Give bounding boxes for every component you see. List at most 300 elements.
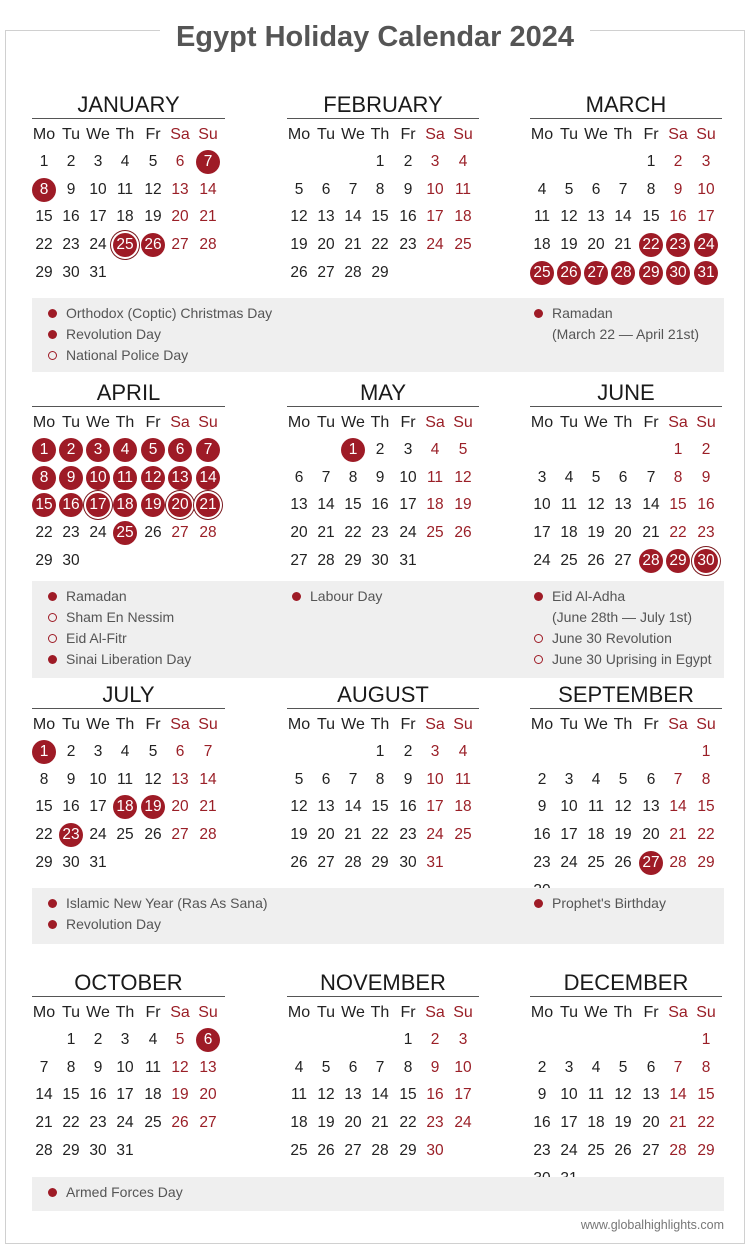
calendar-day: 17 [89,798,107,816]
calendar-day: 13 [587,208,605,226]
weekday-label: Mo [287,1004,311,1021]
month-may [287,380,479,569]
legend-text: Labour Day [310,588,383,604]
calendar-day: 7 [321,468,331,486]
calendar-day: 2 [93,1031,103,1048]
calendar-day: 25 [426,524,444,542]
legend-text: (June 28th — July 1st) [552,609,693,625]
open-circle-icon [48,634,57,643]
calendar-day: 6 [321,180,331,198]
month-name: DECEMBER [563,970,689,995]
calendar-day: 26 [290,263,308,281]
calendar-day: 2 [66,153,76,170]
calendar-day: 5 [618,1058,628,1076]
weekday-label: Su [453,126,473,143]
weekday-label: We [86,414,110,431]
month-february [287,92,479,281]
weekday-label: Sa [425,716,445,733]
holiday-day: 11 [113,466,137,490]
calendar-day: 20 [199,1086,217,1104]
calendar-day: 11 [116,770,134,788]
open-circle-icon [534,634,543,643]
weekday-label: Th [115,716,135,733]
weekday-label: Tu [559,414,579,431]
open-circle-icon [48,613,57,622]
month-july [32,682,225,871]
calendar-day: 31 [89,853,107,871]
calendar-day: 5 [618,770,628,788]
calendar-day: 25 [587,1141,605,1159]
calendar-day: 26 [587,551,605,569]
calendar-day: 4 [148,1031,158,1048]
calendar-day: 22 [371,826,389,844]
calendar-day: 9 [701,468,711,486]
calendar-day: 10 [697,180,715,198]
legend-item [290,586,382,607]
calendar-day: 8 [348,468,358,486]
weekday-label: Mo [287,414,311,431]
solid-dot-icon [48,330,57,339]
calendar-day: 5 [294,770,304,788]
calendar-day: 18 [533,236,551,254]
calendar-day: 20 [642,826,660,844]
calendar-day: 5 [564,180,574,198]
calendar-day: 24 [116,1114,134,1132]
calendar-day: 10 [89,180,107,198]
calendar-day: 12 [614,798,632,816]
weekday-label: Sa [425,414,445,431]
calendar-day: 3 [430,153,440,170]
legend-text: Ramadan [552,305,613,321]
holiday-day: 10 [86,466,110,490]
calendar-day: 16 [399,798,417,816]
calendar-day: 21 [642,524,660,542]
calendar-day: 23 [533,1141,551,1159]
calendar-day: 6 [294,468,304,486]
calendar-day: 8 [66,1058,76,1076]
website-credit: www.globalhighlights.com [580,1218,724,1232]
calendar-day: 15 [35,798,53,816]
calendar-day: 21 [344,236,362,254]
weekday-label: Sa [668,126,688,143]
holiday-day: 29 [666,549,690,573]
calendar-day: 15 [35,208,53,226]
calendar-day: 31 [116,1141,134,1159]
holiday-day: 8 [32,466,56,490]
month-name: AUGUST [337,682,429,707]
legend-column [46,893,268,935]
calendar-day: 28 [371,1141,389,1159]
calendar-day: 20 [317,236,335,254]
legend-item [532,303,699,324]
weekday-label: Sa [170,126,190,143]
month-january [32,92,225,281]
holiday-day: 7 [196,438,220,462]
calendar-day: 10 [560,1086,578,1104]
calendar-day: 12 [171,1058,189,1076]
calendar-day: 15 [669,496,687,514]
legend-text: Revolution Day [66,916,161,932]
calendar-day: 24 [89,236,107,254]
calendar-day: 6 [591,180,601,198]
weekday-label: Tu [559,126,579,143]
calendar-day: 12 [144,770,162,788]
calendar-day: 27 [171,236,189,254]
weekday-label: Su [453,1004,473,1021]
calendar-day: 18 [426,496,444,514]
calendar-day: 17 [560,1114,578,1132]
holiday-day: 13 [168,466,192,490]
calendar-day: 8 [673,468,683,486]
weekday-label: Su [198,1004,218,1021]
weekday-label: Tu [61,126,81,143]
calendar-day: 2 [403,153,413,170]
holiday-day: 23 [666,233,690,257]
calendar-day: 30 [371,551,389,569]
calendar-day: 5 [321,1058,331,1076]
calendar-day: 13 [642,1086,660,1104]
calendar-day: 26 [614,1141,632,1159]
holiday-day: 2 [59,438,83,462]
calendar-day: 27 [290,551,308,569]
calendar-day: 29 [399,1141,417,1159]
calendar-day: 6 [175,743,185,760]
calendar-day: 29 [35,853,53,871]
calendar-day: 14 [199,770,217,788]
weekday-label: Mo [530,126,554,143]
calendar-day: 7 [348,770,358,788]
calendar-day: 9 [537,1086,547,1104]
month-rule [530,118,722,119]
calendar-day: 7 [618,180,628,198]
calendar-day: 14 [344,208,362,226]
weekday-label: Su [198,126,218,143]
legend-column [532,586,712,670]
calendar-day: 12 [587,496,605,514]
calendar-day: 21 [614,236,632,254]
weekday-label: Su [198,414,218,431]
weekday-label: We [341,126,365,143]
calendar-day: 30 [62,551,80,569]
calendar-day: 10 [399,468,417,486]
holiday-day: 14 [196,466,220,490]
legend-item [46,649,191,670]
holiday-day: 15 [32,493,56,517]
weekday-label: Su [696,1004,716,1021]
calendar-day: 17 [533,524,551,542]
calendar-day: 19 [144,208,162,226]
calendar-day: 25 [144,1114,162,1132]
calendar-day: 22 [399,1114,417,1132]
calendar-day: 18 [144,1086,162,1104]
calendar-day: 26 [454,524,472,542]
month-name: JULY [102,682,155,707]
calendar-day: 17 [697,208,715,226]
calendar-day: 24 [560,853,578,871]
legend-item [46,586,191,607]
weekday-label: Fr [400,126,416,143]
calendar-day: 26 [290,853,308,871]
calendar-day: 15 [371,208,389,226]
calendar-day: 25 [560,551,578,569]
calendar-day: 15 [344,496,362,514]
calendar-day: 16 [426,1086,444,1104]
legend-item [532,893,666,914]
weekday-label: Mo [32,126,56,143]
legend-item [532,607,712,628]
holiday-day: 26 [141,233,165,257]
calendar-day: 19 [290,826,308,844]
calendar-day: 24 [533,551,551,569]
calendar-day: 20 [171,208,189,226]
legend-item [532,628,712,649]
calendar-day: 17 [399,496,417,514]
calendar-day: 18 [587,1114,605,1132]
calendar-day: 5 [294,180,304,198]
calendar-day: 7 [39,1058,49,1076]
calendar-day: 19 [614,1114,632,1132]
weekday-label: Su [696,126,716,143]
calendar-day: 20 [317,826,335,844]
calendar-day: 3 [403,441,413,458]
holiday-day: 21 [196,493,220,517]
weekday-label: Th [370,716,390,733]
solid-dot-icon [48,309,57,318]
holiday-day: 25 [113,521,137,545]
calendar-day: 26 [144,826,162,844]
calendar-day: 21 [199,208,217,226]
weekday-label: Sa [668,716,688,733]
calendar-day: 25 [454,826,472,844]
holiday-day: 26 [557,261,581,285]
calendar-day: 9 [66,770,76,788]
solid-dot-icon [48,655,57,664]
calendar-day: 30 [62,263,80,281]
calendar-day: 2 [375,441,385,458]
calendar-day: 30 [89,1141,107,1159]
weekday-label: Th [115,126,135,143]
calendar-day: 9 [403,180,413,198]
legend-item [532,586,712,607]
calendar-day: 16 [62,208,80,226]
calendar-day: 12 [290,798,308,816]
calendar-day: 31 [399,551,417,569]
calendar-day: 7 [673,770,683,788]
calendar-day: 17 [454,1086,472,1104]
calendar-day: 17 [560,826,578,844]
calendar-day: 8 [403,1058,413,1076]
calendar-day: 3 [93,153,103,170]
calendar-day: 15 [399,1086,417,1104]
legend-item [46,607,191,628]
calendar-day: 1 [646,153,656,170]
weekday-label: Su [696,716,716,733]
holiday-day: 30 [694,549,718,573]
calendar-day: 6 [646,1058,656,1076]
calendar-day: 25 [454,236,472,254]
calendar-day: 4 [591,1058,601,1076]
calendar-day: 8 [375,180,385,198]
calendar-day: 28 [199,524,217,542]
calendar-day: 7 [673,1058,683,1076]
month-august [287,682,479,871]
weekday-label: Sa [170,414,190,431]
calendar-day: 29 [62,1141,80,1159]
calendar-day: 24 [560,1141,578,1159]
weekday-label: Tu [316,1004,336,1021]
legend-band [32,888,724,944]
weekday-label: Sa [425,1004,445,1021]
calendar-day: 12 [454,468,472,486]
calendar-day: 22 [697,1114,715,1132]
calendar-day: 12 [614,1086,632,1104]
legend-item [46,893,268,914]
calendar-day: 25 [116,826,134,844]
weekday-label: Tu [61,716,81,733]
calendar-day: 28 [344,263,362,281]
calendar-day: 28 [199,826,217,844]
calendar-day: 27 [199,1114,217,1132]
weekday-label: Fr [400,716,416,733]
calendar-day: 27 [171,826,189,844]
calendar-day: 13 [614,496,632,514]
calendar-day: 2 [430,1031,440,1048]
calendar-day: 8 [701,1058,711,1076]
holiday-day: 6 [196,1028,220,1052]
calendar-day: 3 [120,1031,130,1048]
holiday-day: 6 [168,438,192,462]
calendar-day: 9 [430,1058,440,1076]
calendar-day: 23 [399,236,417,254]
calendar-day: 4 [120,153,130,170]
calendar-day: 21 [199,798,217,816]
weekday-label: Sa [668,414,688,431]
calendar-day: 29 [697,1141,715,1159]
calendar-day: 24 [89,524,107,542]
calendar-day: 22 [371,236,389,254]
calendar-day: 10 [426,180,444,198]
calendar-day: 22 [697,826,715,844]
holiday-day: 20 [168,493,192,517]
calendar-day: 10 [116,1058,134,1076]
calendar-day: 21 [35,1114,53,1132]
calendar-day: 8 [646,180,656,198]
calendar-day: 9 [537,798,547,816]
weekday-label: Tu [61,1004,81,1021]
calendar-day: 11 [454,180,472,198]
holiday-day: 19 [141,795,165,819]
calendar-day: 19 [587,524,605,542]
calendar-day: 11 [454,770,472,788]
calendar-day: 15 [62,1086,80,1104]
calendar-day: 17 [89,208,107,226]
calendar-day: 8 [375,770,385,788]
calendar-day: 1 [701,743,711,760]
calendar-day: 26 [144,524,162,542]
legend-text: Islamic New Year (Ras As Sana) [66,895,268,911]
calendar-day: 10 [426,770,444,788]
month-name: OCTOBER [74,970,183,995]
calendar-day: 19 [614,826,632,844]
calendar-day: 4 [591,770,601,788]
weekday-label: Su [696,414,716,431]
month-name: MAY [359,380,407,405]
calendar-day: 12 [290,208,308,226]
calendar-day: 14 [199,180,217,198]
holiday-day: 23 [59,823,83,847]
calendar-day: 23 [399,826,417,844]
calendar-day: 19 [290,236,308,254]
legend-band [32,581,724,678]
calendar-day: 5 [175,1031,185,1048]
calendar-day: 30 [426,1141,444,1159]
calendar-day: 6 [321,770,331,788]
calendar-day: 6 [646,770,656,788]
calendar-day: 1 [403,1031,413,1048]
calendar-day: 16 [399,208,417,226]
legend-text: Sinai Liberation Day [66,651,192,667]
calendar-day: 27 [642,1141,660,1159]
holiday-day: 5 [141,438,165,462]
legend-column [532,893,666,914]
calendar-day: 14 [669,798,687,816]
calendar-day: 23 [371,524,389,542]
month-rule [287,708,479,709]
calendar-day: 20 [642,1114,660,1132]
weekday-label: Mo [287,126,311,143]
calendar-day: 14 [317,496,335,514]
holiday-day: 9 [59,466,83,490]
calendar-day: 23 [62,236,80,254]
calendar-day: 2 [701,441,711,458]
calendar-day: 29 [35,551,53,569]
holiday-day: 30 [666,261,690,285]
legend-column [46,303,272,366]
calendar-day: 26 [317,1141,335,1159]
calendar-day: 15 [642,208,660,226]
holiday-day: 27 [584,261,608,285]
weekday-label: We [584,716,608,733]
month-name: MARCH [585,92,667,117]
holiday-day: 18 [113,795,137,819]
calendar-day: 18 [454,798,472,816]
solid-dot-icon [48,920,57,929]
calendar-day: 31 [426,853,444,871]
calendar-day: 9 [93,1058,103,1076]
holiday-day: 4 [113,438,137,462]
calendar-day: 3 [93,743,103,760]
legend-item [46,303,272,324]
calendar-day: 11 [290,1086,308,1104]
calendar-day: 24 [454,1114,472,1132]
weekday-label: Th [613,126,633,143]
calendar-day: 17 [426,208,444,226]
calendar-day: 22 [344,524,362,542]
calendar-day: 7 [348,180,358,198]
calendar-day: 13 [199,1058,217,1076]
calendar-day: 2 [537,1058,547,1076]
holiday-day: 18 [113,493,137,517]
legend-text: Sham En Nessim [66,609,175,625]
calendar-day: 8 [701,770,711,788]
weekday-label: Fr [145,126,161,143]
weekday-label: Th [370,1004,390,1021]
weekday-label: Su [453,414,473,431]
calendar-day: 3 [564,1058,574,1076]
legend-item [46,324,272,345]
calendar-day: 17 [116,1086,134,1104]
calendar-day: 3 [537,468,547,486]
